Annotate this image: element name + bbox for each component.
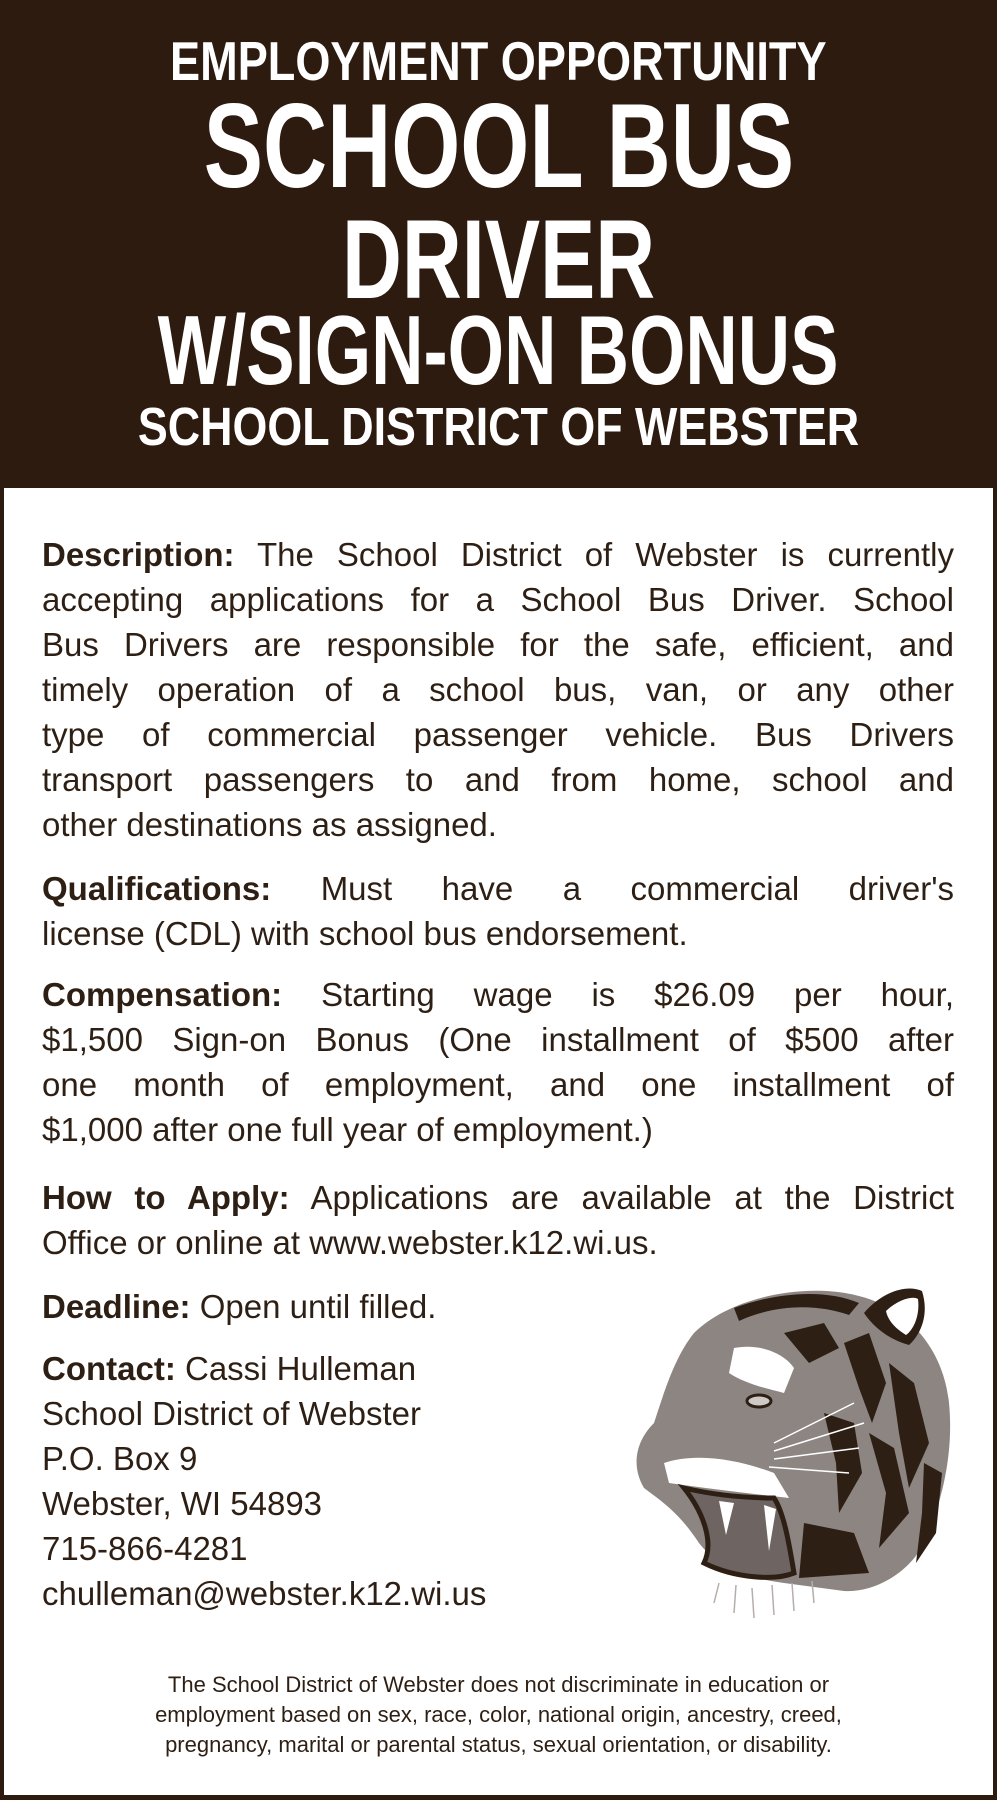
compensation-line: $1,500 Sign-on Bonus (One installment of $500 after (42, 1021, 954, 1058)
contact-name: Cassi Hulleman (185, 1350, 417, 1387)
description-line: other destinations as assigned. (42, 806, 497, 843)
description-line: accepting applications for a School Bus Driver. School (42, 581, 954, 618)
description-line: Bus Drivers are responsible for the safe, efficient, and (42, 626, 954, 663)
how-to-apply-section (42, 1175, 954, 1265)
compensation-label: Compensation: (42, 976, 283, 1013)
tiger-head-icon (624, 1273, 964, 1643)
description-line: type of commercial passenger vehicle. Bus Drivers (42, 716, 954, 753)
description-line (42, 532, 954, 577)
contact-section (42, 1346, 602, 1616)
contact-po-box: P.O. Box 9 (42, 1440, 198, 1477)
header-title-line1 (0, 79, 997, 213)
contact-phone: 715-866-4281 (42, 1530, 248, 1567)
deadline-label: Deadline: (42, 1288, 191, 1325)
contact-line (42, 1346, 602, 1391)
qualifications-line (42, 866, 954, 911)
eyebrow-text: EMPLOYMENT OPPORTUNITY (170, 30, 827, 92)
description-label: Description: (42, 536, 235, 573)
header-district (0, 397, 997, 457)
how-to-apply-line: Office or online at www.webster.k12.wi.us. (42, 1224, 658, 1261)
compensation-line: one month of employment, and one installment of (42, 1066, 954, 1103)
contact-label: Contact: (42, 1350, 176, 1387)
contact-city-state-zip: Webster, WI 54893 (42, 1485, 323, 1522)
qualifications-line: license (CDL) with school bus endorsement. (42, 915, 688, 952)
title-line1-text: SCHOOL BUS (203, 79, 794, 213)
qualifications-text: Must have a commercial driver's (320, 870, 955, 907)
contact-email: chulleman@webster.k12.wi.us (42, 1575, 487, 1612)
compensation-text: Starting wage is $26.09 per hour, (321, 976, 954, 1013)
non-discrimination-notice (4, 1670, 993, 1760)
description-line: timely operation of a school bus, van, or any other (42, 671, 954, 708)
tiger-eye (747, 1395, 771, 1407)
compensation-line: $1,000 after one full year of employment.) (42, 1111, 653, 1148)
disclaimer-line: pregnancy, marital or parental status, sexual orientation, or disability. (165, 1732, 832, 1757)
description-line: transport passengers to and from home, school and (42, 761, 954, 798)
district-text: SCHOOL DISTRICT OF WEBSTER (137, 397, 860, 457)
description-section (42, 532, 954, 847)
how-to-apply-text: Applications are available at the District (310, 1179, 955, 1216)
header-subtitle (0, 295, 997, 405)
how-to-apply-label: How to Apply: (42, 1179, 290, 1216)
subtitle-text: W/SIGN-ON BONUS (158, 295, 839, 405)
contact-organization: School District of Webster (42, 1395, 422, 1432)
ad-body (4, 488, 993, 1795)
tiger-chin-fur (714, 1581, 814, 1618)
how-to-apply-line (42, 1175, 954, 1220)
disclaimer-line: employment based on sex, race, color, national origin, ancestry, creed, (155, 1702, 842, 1727)
deadline-value: Open until filled. (199, 1288, 437, 1325)
compensation-line (42, 972, 954, 1017)
description-text: The School District of Webster is currently (256, 536, 954, 573)
qualifications-section (42, 866, 954, 956)
ad-header (0, 0, 997, 488)
title-line2-text: DRIVER (341, 197, 656, 322)
disclaimer-line: The School District of Webster does not discriminate in education or (167, 1672, 830, 1697)
compensation-section (42, 972, 954, 1152)
qualifications-label: Qualifications: (42, 870, 272, 907)
